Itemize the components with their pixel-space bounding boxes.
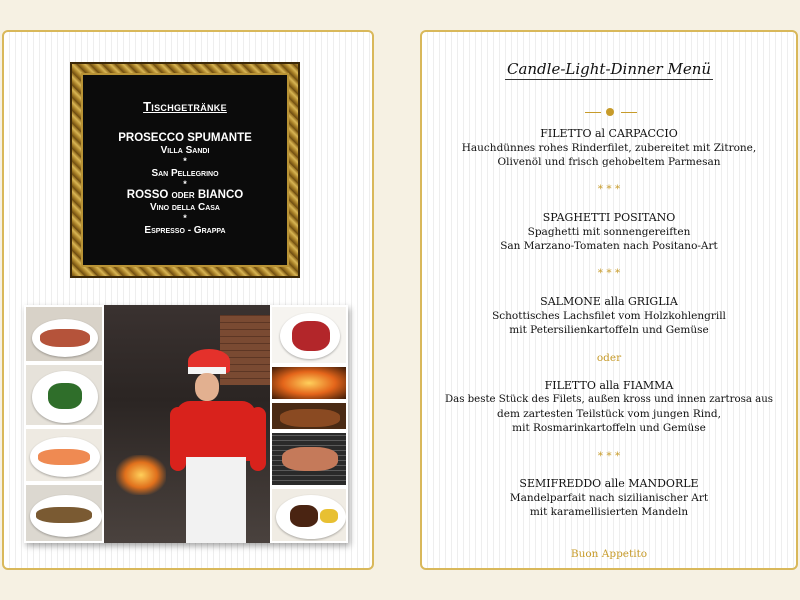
photo-filet-plate bbox=[270, 487, 348, 543]
menu-title-text: Candle-Light-Dinner Menü bbox=[506, 60, 712, 78]
drink-espresso-grappa: Espresso - Grappa bbox=[144, 225, 226, 236]
roast-meat bbox=[280, 409, 340, 427]
ornament-dot bbox=[606, 108, 614, 116]
course-name-spaghetti: SPAGHETTI POSITANO bbox=[542, 211, 676, 224]
photo-pasta bbox=[24, 363, 104, 427]
course-desc-spaghetti-1: Spaghetti mit sonnengereiften bbox=[527, 226, 691, 238]
chef-apron bbox=[186, 457, 246, 543]
drink-separator: * bbox=[183, 179, 187, 189]
drinks-title: Tischgetränke bbox=[143, 99, 227, 114]
chef-figure bbox=[170, 349, 270, 543]
course-name-salmone: SALMONE alla GRIGLIA bbox=[540, 295, 678, 308]
potatoes bbox=[320, 509, 338, 523]
course-desc-semifreddo-1: Mandelparfait nach sizilianischer Art bbox=[509, 492, 709, 504]
course-desc-spaghetti-2: San Marzano-Tomaten nach Positano-Art bbox=[500, 240, 718, 252]
grilled-steak bbox=[282, 447, 338, 471]
drink-wine-house: Vino della Casa bbox=[149, 202, 220, 213]
ornament-line-right bbox=[621, 112, 637, 113]
alternative-label: oder bbox=[596, 352, 622, 364]
course-desc-carpaccio-2: Olivenöl und frisch gehobeltem Parmesan bbox=[497, 156, 721, 168]
course-desc-salmone-2: mit Petersilienkartoffeln und Gemüse bbox=[509, 324, 709, 336]
chef-jacket bbox=[176, 401, 256, 461]
course-desc-fiamma-3: mit Rosmarinkartoffeln und Gemüse bbox=[512, 422, 706, 434]
drink-prosecco: PROSECCO SPUMANTE bbox=[118, 132, 252, 144]
drink-prosecco-producer: Villa Sandi bbox=[160, 145, 210, 156]
course-separator: * * * bbox=[597, 183, 621, 195]
ornament-line-left bbox=[585, 112, 601, 113]
drinks-board bbox=[81, 73, 289, 267]
drink-separator: * bbox=[183, 156, 187, 166]
photo-salmon bbox=[24, 427, 104, 483]
drink-water: San Pellegrino bbox=[151, 168, 219, 179]
drink-wine: ROSSO oder BIANCO bbox=[126, 189, 244, 201]
photo-grill bbox=[270, 431, 348, 487]
course-desc-semifreddo-2: mit karamellisierten Mandeln bbox=[529, 506, 689, 518]
chef-arm-left bbox=[170, 407, 186, 471]
drinks-board-frame bbox=[70, 62, 300, 278]
grilled-fish bbox=[36, 507, 92, 523]
raw-steak bbox=[292, 321, 330, 351]
carpaccio-slices bbox=[40, 329, 90, 347]
course-separator: * * * bbox=[597, 267, 621, 279]
chef-arm-right bbox=[250, 407, 266, 471]
grill-fire bbox=[116, 455, 166, 495]
photo-raw-steak bbox=[270, 305, 348, 365]
course-desc-salmone-1: Schottisches Lachsfilet vom Holzkohlengrill bbox=[492, 310, 726, 322]
closing-greeting: Buon Appetito bbox=[570, 548, 648, 560]
gold-ornament bbox=[583, 106, 639, 118]
course-name-semifreddo: SEMIFREDDO alle MANDORLE bbox=[519, 477, 699, 490]
photo-fish bbox=[24, 483, 104, 543]
course-name-fiamma: FILETTO alla FIAMMA bbox=[544, 379, 674, 392]
filet-steak bbox=[290, 505, 318, 527]
food-chef-collage bbox=[24, 305, 348, 543]
course-name-carpaccio: FILETTO al CARPACCIO bbox=[540, 127, 678, 140]
course-desc-fiamma-1: Das beste Stück des Filets, außen kross und innen zartrosa aus bbox=[444, 394, 774, 405]
chef-face bbox=[195, 373, 219, 401]
pasta-dish bbox=[48, 383, 82, 409]
photo-fire bbox=[270, 365, 348, 401]
course-desc-fiamma-2: dem zartesten Teilstück vom jungen Rind, bbox=[497, 408, 721, 420]
drink-separator: * bbox=[183, 213, 187, 223]
salmon-fillet bbox=[38, 449, 90, 465]
menu-title bbox=[420, 60, 798, 78]
photo-carpaccio bbox=[24, 305, 104, 363]
course-separator: * * * bbox=[597, 450, 621, 462]
course-desc-carpaccio-1: Hauchdünnes rohes Rinderfilet, zubereitet mit Zitrone, bbox=[461, 142, 757, 154]
photo-roast bbox=[270, 401, 348, 431]
